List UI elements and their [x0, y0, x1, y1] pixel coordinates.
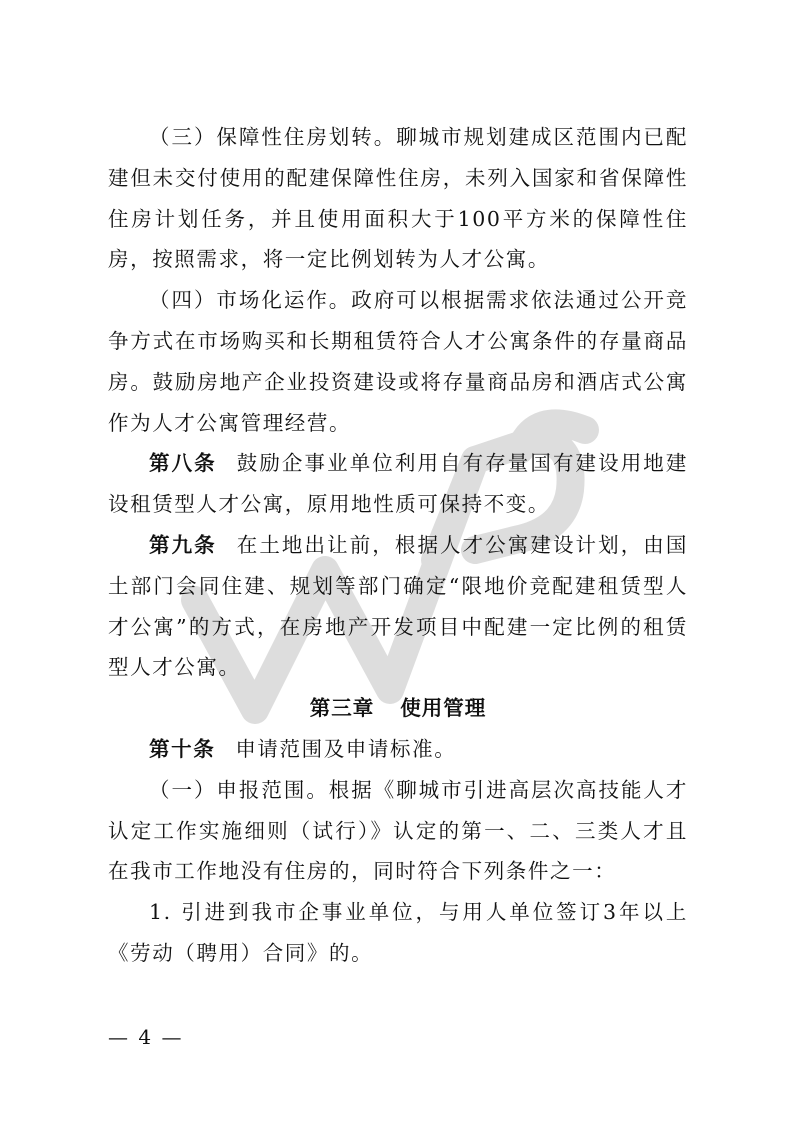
chapter-heading — [108, 688, 688, 729]
paragraph-application-scope: （一）申报范围。根据《聊城市引进高层次高技能人才认定工作实施细则（试行）》认定的第一、二、三类人才且在我市工作地没有住房的，同时符合下列条件之一： — [108, 777, 688, 884]
article-8-label: 第八条 — [149, 451, 217, 476]
page-number: — 4 — — [108, 1025, 184, 1049]
article-9 — [108, 525, 688, 688]
article-9-text: 在土地出让前，根据人才公寓建设计划，由国土部门会同住建、规划等部门确定“限地价竞配建租赁型人才公寓”的方式，在房地产开发项目中配建一定比例的租赁型人才公寓。 — [108, 532, 688, 680]
article-10-label: 第十条 — [149, 736, 216, 761]
paragraph-housing-transfer: （三）保障性住房划转。聊城市规划建成区范围内已配建但未交付使用的配建保障性住房，未列入国家和省保障性住房计划任务，并且使用面积大于100平方米的保障性住房，按照需求，将一定比例划转为人才公寓。 — [108, 125, 688, 272]
chapter-number: 第三章 — [309, 696, 375, 721]
article-10-text: 申请范围及申请标准。 — [235, 736, 457, 761]
article-8-text: 鼓励企事业单位利用自有存量国有建设用地建设租赁型人才公寓，原用地性质可保持不变。 — [108, 451, 688, 517]
paragraph-market-operation: （四）市场化运作。政府可以根据需求依法通过公开竞争方式在市场购买和长期租赁符合人才公寓条件的存量商品房。鼓励房地产企业投资建设或将存量商品房和酒店式公寓作为人才公寓管理经营。 — [108, 288, 688, 435]
paragraph-condition-1: 1. 引进到我市企事业单位，与用人单位签订3年以上《劳动（聘用）合同》的。 — [108, 900, 688, 965]
chapter-title: 使用管理 — [400, 696, 487, 721]
article-10 — [108, 729, 688, 770]
article-9-label: 第九条 — [149, 532, 217, 557]
body-text — [108, 117, 688, 974]
article-8 — [108, 443, 688, 525]
